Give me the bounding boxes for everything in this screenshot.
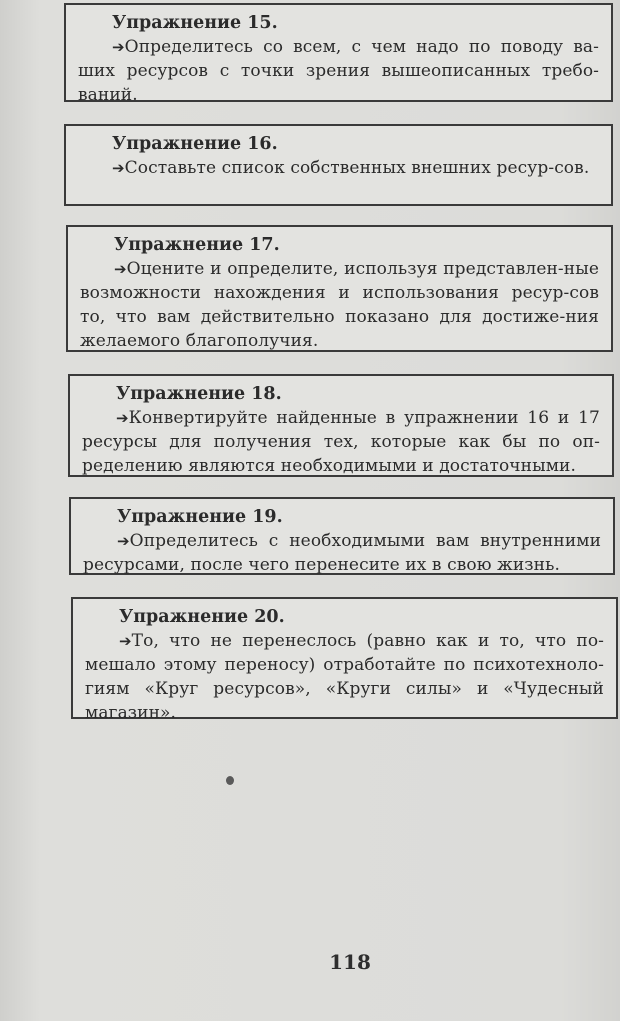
exercise-line: ные возможности нахождения и использования ресур- [80, 259, 599, 303]
exercise-line: мешало этому переносу) отработайте по психотехноло- [85, 655, 604, 675]
exercise-body [80, 257, 599, 353]
exercise-18-box [68, 374, 614, 477]
right-arrow-icon: ➔ [112, 159, 125, 177]
exercise-line: Определитесь с необходимыми вам внутренними [129, 531, 601, 551]
exercise-body [85, 629, 604, 725]
exercise-16-box [64, 124, 613, 206]
exercise-body [82, 406, 600, 478]
exercise-line: Оцените и определите, используя представлен- [126, 259, 564, 279]
exercise-line: Конвертируйте найденные в упражнении 16 и [128, 408, 570, 428]
exercise-line: ределению являются необходимыми и достаточными. [82, 456, 576, 476]
exercise-line: сов. [554, 158, 590, 178]
exercise-line: ресурсами, после чего перенесите их в свою жизнь. [83, 555, 560, 575]
exercise-15-box [64, 3, 613, 105]
exercise-19-box [69, 497, 615, 575]
ink-speck [226, 776, 234, 785]
exercise-line: То, что не перенеслось (равно как и то, что по- [131, 631, 604, 651]
right-arrow-icon: ➔ [117, 532, 130, 550]
exercise-title: Упражнение 16. [112, 134, 278, 154]
exercise-line: Определитесь со всем, с чем надо по поводу ва- [124, 37, 599, 57]
exercise-line: Составьте список собственных внешних ресур- [124, 158, 555, 178]
exercise-title: Упражнение 18. [116, 384, 282, 404]
exercise-line: ния желаемого благополучия. [80, 307, 599, 351]
right-arrow-icon: ➔ [112, 38, 125, 56]
exercise-line: сов то, что вам действительно показано для достиже- [80, 283, 599, 327]
right-arrow-icon: ➔ [114, 260, 127, 278]
exercise-line: гиям «Круг ресурсов», «Круги силы» и «Чудесный [85, 679, 604, 699]
exercise-line: ваний. [78, 85, 138, 105]
exercise-line: 17 ресурсы для получения тех, которые как бы по оп- [82, 408, 600, 452]
exercise-body [78, 35, 599, 107]
exercise-title: Упражнение 19. [117, 507, 283, 527]
right-arrow-icon: ➔ [116, 409, 129, 427]
exercise-20-box [71, 597, 618, 723]
exercise-body [78, 156, 599, 180]
exercise-title: Упражнение 15. [112, 13, 278, 33]
exercise-title: Упражнение 17. [114, 235, 280, 255]
exercise-title: Упражнение 20. [119, 607, 285, 627]
exercise-body [83, 529, 601, 577]
right-arrow-icon: ➔ [119, 632, 132, 650]
exercise-line: ших ресурсов с точки зрения вышеописанных требо- [78, 61, 599, 81]
exercise-line: магазин». [85, 703, 177, 723]
page-number: 118 [329, 950, 371, 974]
exercise-17-box [66, 225, 613, 352]
